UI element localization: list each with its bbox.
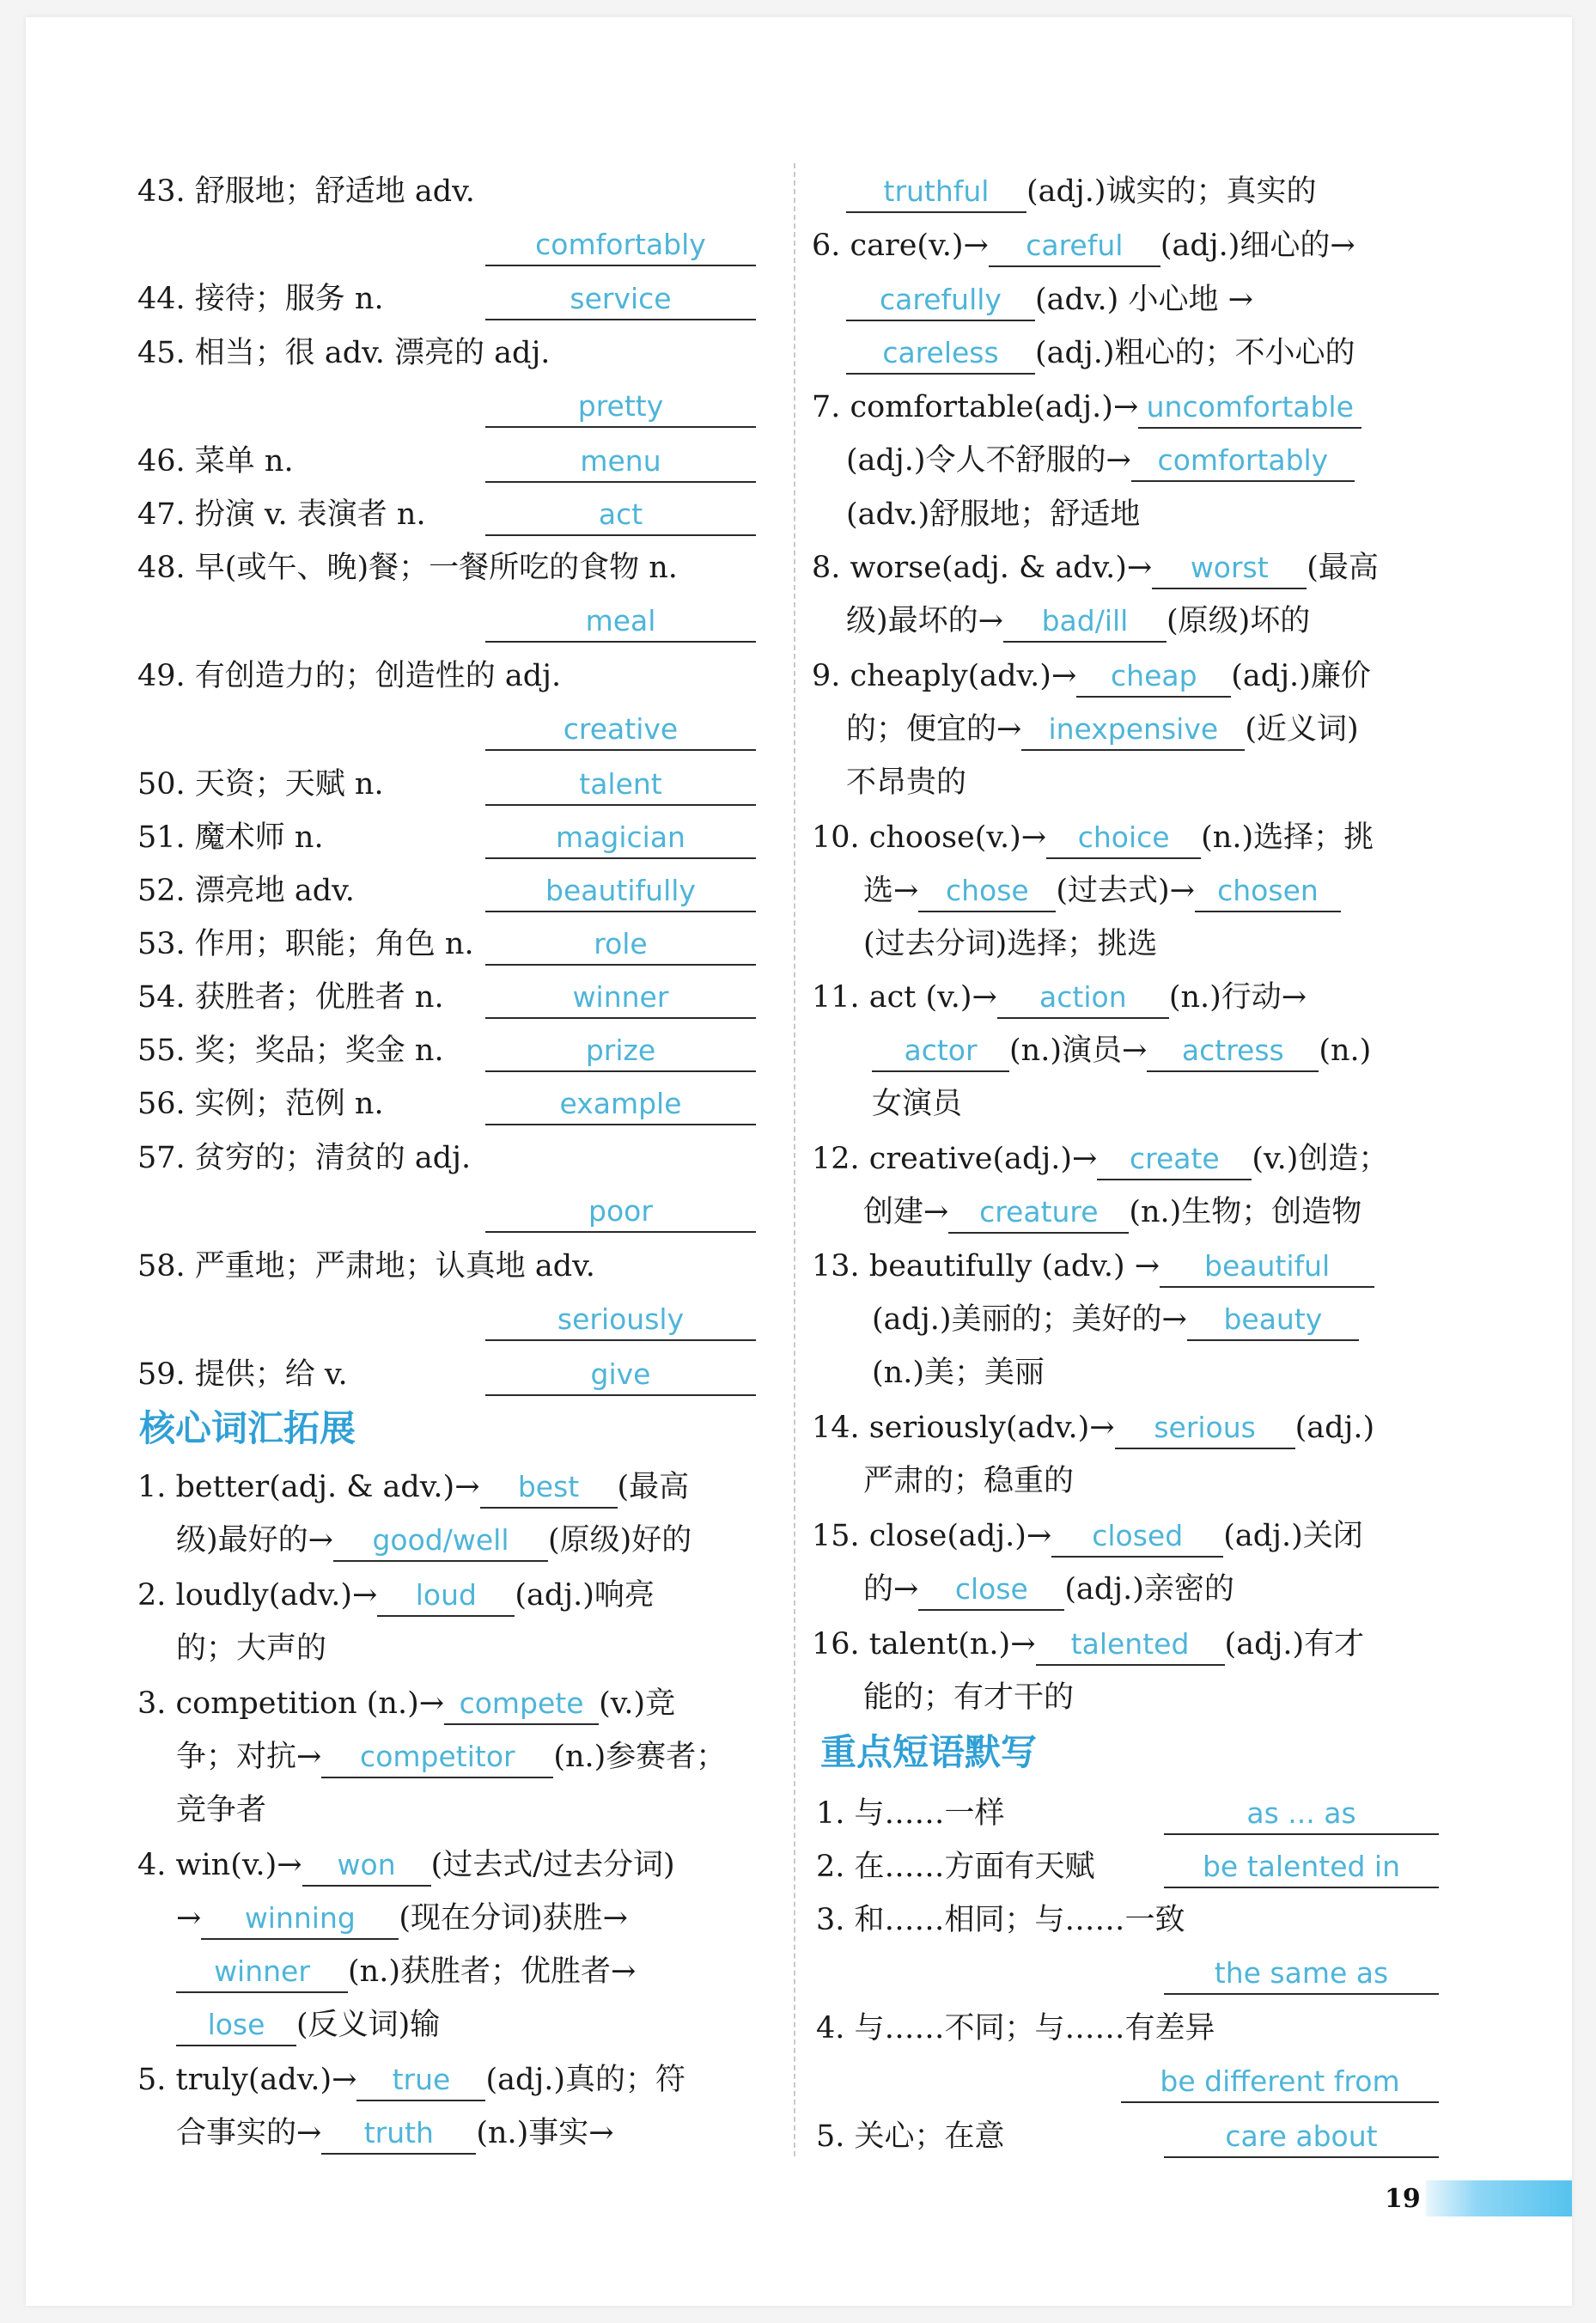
expansion-item-9: 9. cheaply(adv.)→ cheap (adj.)廉价 [812,655,1371,698]
answer-5c: truthful [846,172,1026,213]
entry-52: 52. 漂亮地 adv. [137,874,355,908]
answer-13a: beautiful [1160,1247,1374,1288]
answer-4c: winner [176,1952,348,1993]
expansion-item-15: 15. close(adj.)→ closed (adj.)关闭 [812,1515,1363,1558]
answer-7a: uncomfortable [1138,387,1361,429]
expansion-item-14: 14. seriously(adv.)→ serious (adj.) [812,1406,1374,1449]
answer-16a: talented [1036,1625,1225,1666]
expansion-item-11-cont2: 女演员 [872,1087,963,1121]
answer-15a: closed [1051,1516,1223,1558]
phrase-answer-1: as ... as [1164,1794,1439,1835]
expansion-item-15-cont: 的→ close (adj.)亲密的 [863,1568,1234,1611]
answer-58: seriously [485,1300,756,1341]
expansion-item-10-cont: 选→ chose (过去式)→ chosen [863,869,1341,912]
entry-50: 50. 天资；天赋 n. [137,767,384,802]
answer-9a: cheap [1076,656,1231,698]
answer-8b: bad/ill [1003,601,1167,643]
phrase-2: 2. 在……方面有天赋 [816,1850,1095,1884]
expansion-item-10-cont2: (过去分词)选择；挑选 [863,927,1158,961]
expansion-item-1: 1. better(adj. & adv.)→ best (最高 [137,1466,689,1509]
expansion-item-13-cont: (adj.)美丽的；美好的→ beauty [872,1298,1359,1341]
entry-47: 47. 扮演 v. 表演者 n. [137,497,426,532]
expansion-item-4: 4. win(v.)→ won (过去式/过去分词) [137,1844,675,1887]
answer-14a: serious [1115,1408,1295,1449]
expansion-item-5-cont: 合事实的→ truth (n.)事实→ [176,2112,614,2155]
answer-10c: chosen [1195,871,1341,912]
answer-15b: close [918,1570,1064,1611]
expansion-item-6-cont: carefully (adv.) 小心地 → [846,278,1253,321]
answer-3b: competitor [321,1737,553,1778]
expansion-item-11: 11. act (v.)→ action (n.)行动→ [812,976,1307,1019]
answer-10a: choice [1046,818,1201,859]
answer-56: example [485,1084,756,1125]
answer-3a: compete [444,1684,599,1725]
answer-9b: inexpensive [1021,710,1245,751]
phrase-5: 5. 关心；在意 [816,2119,1005,2154]
expansion-item-7: 7. comfortable(adj.)→ uncomfortable [812,386,1361,429]
page-number: 19 [1385,2184,1421,2214]
answer-44: service [485,279,756,320]
phrase-answer-3: the same as [1164,1954,1439,1995]
answer-53: role [485,924,756,966]
expansion-item-14-cont: 严肃的；稳重的 [863,1464,1075,1498]
answer-49: creative [485,710,756,751]
expansion-item-3: 3. competition (n.)→ compete (v.)竞 [137,1682,675,1725]
section-heading-phrases: 重点短语默写 [820,1731,1038,1773]
expansion-item-5: 5. truly(adv.)→ true (adj.)真的；符 [137,2058,685,2101]
answer-4a: won [302,1845,431,1887]
phrase-answer-5: care about [1164,2117,1439,2158]
answer-55: prize [485,1031,756,1072]
expansion-item-10: 10. choose(v.)→ choice (n.)选择；挑 [812,816,1374,859]
expansion-item-2-cont: 的；大声的 [176,1631,327,1666]
answer-7b: comfortably [1131,441,1355,482]
expansion-item-8: 8. worse(adj. & adv.)→ worst (最高 [812,546,1379,589]
answer-46: menu [485,442,756,483]
answer-6b: carefully [846,280,1035,321]
expansion-item-16: 16. talent(n.)→ talented (adj.)有才 [812,1623,1364,1666]
expansion-item-9-cont: 的；便宜的→ inexpensive (近义词) [846,708,1359,751]
section-heading-expansion: 核心词汇拓展 [139,1407,356,1449]
expansion-item-3-cont2: 竞争者 [176,1793,267,1827]
expansion-item-1-cont: 级)最好的→ good/well (原级)好的 [176,1519,691,1562]
answer-5b: truth [321,2113,476,2155]
answer-2a: loud [377,1576,515,1617]
entry-57: 57. 贫穷的；清贫的 adj. [137,1141,472,1175]
entry-46: 46. 菜单 n. [137,444,294,479]
phrase-1: 1. 与……一样 [816,1796,1005,1831]
phrase-answer-4: be different from [1121,2062,1439,2103]
expansion-item-12: 12. creative(adj.)→ create (v.)创造； [812,1137,1388,1180]
answer-12a: create [1097,1139,1252,1180]
entry-45: 45. 相当；很 adv. 漂亮的 adj. [137,336,551,370]
answer-13b: beauty [1187,1300,1359,1341]
entry-49: 49. 有创造力的；创造性的 adj. [137,659,562,693]
expansion-item-4-cont: → winning (现在分词)获胜→ [176,1897,628,1940]
expansion-item-8-cont: 级)最坏的→ bad/ill (原级)坏的 [846,600,1310,643]
phrase-3: 3. 和……相同；与……一致 [816,1903,1185,1937]
entry-55: 55. 奖；奖品；奖金 n. [137,1033,444,1068]
entry-54: 54. 获胜者；优胜者 n. [137,980,444,1015]
phrase-4: 4. 与……不同；与……有差异 [816,2011,1215,2046]
answer-51: magician [485,818,756,859]
answer-5a: true [356,2060,485,2101]
answer-59: give [485,1355,756,1396]
answer-11c: actress [1147,1031,1319,1072]
expansion-item-13: 13. beautifully (adv.) → beautiful [812,1245,1374,1288]
entry-56: 56. 实例；范例 n. [137,1087,384,1121]
column-divider [794,163,795,2156]
answer-50: talent [485,765,756,806]
answer-43: comfortably [485,225,756,266]
phrase-answer-2: be talented in [1164,1847,1439,1888]
answer-1a: best [480,1467,618,1509]
expansion-item-9-cont2: 不昂贵的 [846,765,967,800]
expansion-item-7-cont: (adj.)令人不舒服的→ comfortably [846,439,1355,482]
answer-10b: chose [918,871,1056,912]
answer-8a: worst [1152,548,1307,589]
expansion-item-5-cont2: truthful (adj.)诚实的；真实的 [846,170,1317,213]
entry-59: 59. 提供；给 v. [137,1357,348,1392]
entry-58: 58. 严重地；严肃地；认真地 adv. [137,1249,595,1283]
answer-57: poor [485,1192,756,1233]
answer-4d: lose [176,2005,296,2046]
expansion-item-6-cont2: careless (adj.)粗心的；不小心的 [846,332,1355,375]
expansion-item-11-cont: actor (n.)演员→ actress (n.) [872,1029,1371,1072]
page-number-bar [1426,2180,1572,2216]
answer-11b: actor [872,1031,1009,1072]
expansion-item-7-cont2: (adv.)舒服地；舒适地 [846,497,1141,532]
answer-6a: careful [989,226,1160,267]
entry-53: 53. 作用；职能；角色 n. [137,927,474,961]
answer-4b: winning [201,1899,399,1940]
expansion-item-6: 6. care(v.)→ careful (adj.)细心的→ [812,224,1355,267]
expansion-item-2: 2. loudly(adv.)→ loud (adj.)响亮 [137,1574,655,1617]
answer-54: winner [485,978,756,1019]
expansion-item-4-cont2: winner (n.)获胜者；优胜者→ [176,1950,636,1993]
answer-45: pretty [485,387,756,428]
expansion-item-3-cont: 争；对抗→ competitor (n.)参赛者； [176,1735,726,1778]
entry-43: 43. 舒服地；舒适地 adv. [137,174,475,209]
entry-51: 51. 魔术师 n. [137,820,324,855]
answer-11a: action [997,978,1169,1019]
answer-1b: good/well [333,1521,548,1562]
answer-12b: creature [948,1192,1129,1234]
expansion-item-13-cont2: (n.)美；美丽 [872,1356,1045,1390]
expansion-item-16-cont: 能的；有才干的 [863,1680,1075,1715]
entry-44: 44. 接待；服务 n. [137,282,384,316]
expansion-item-12-cont: 创建→ creature (n.)生物；创造物 [863,1191,1361,1234]
answer-48: meal [485,601,756,643]
entry-48: 48. 早(或午、晚)餐；一餐所吃的食物 n. [137,551,678,585]
expansion-item-4-cont3: lose (反义词)输 [176,2003,440,2046]
answer-6c: careless [846,333,1035,375]
answer-52: beautifully [485,871,756,912]
answer-47: act [485,495,756,536]
